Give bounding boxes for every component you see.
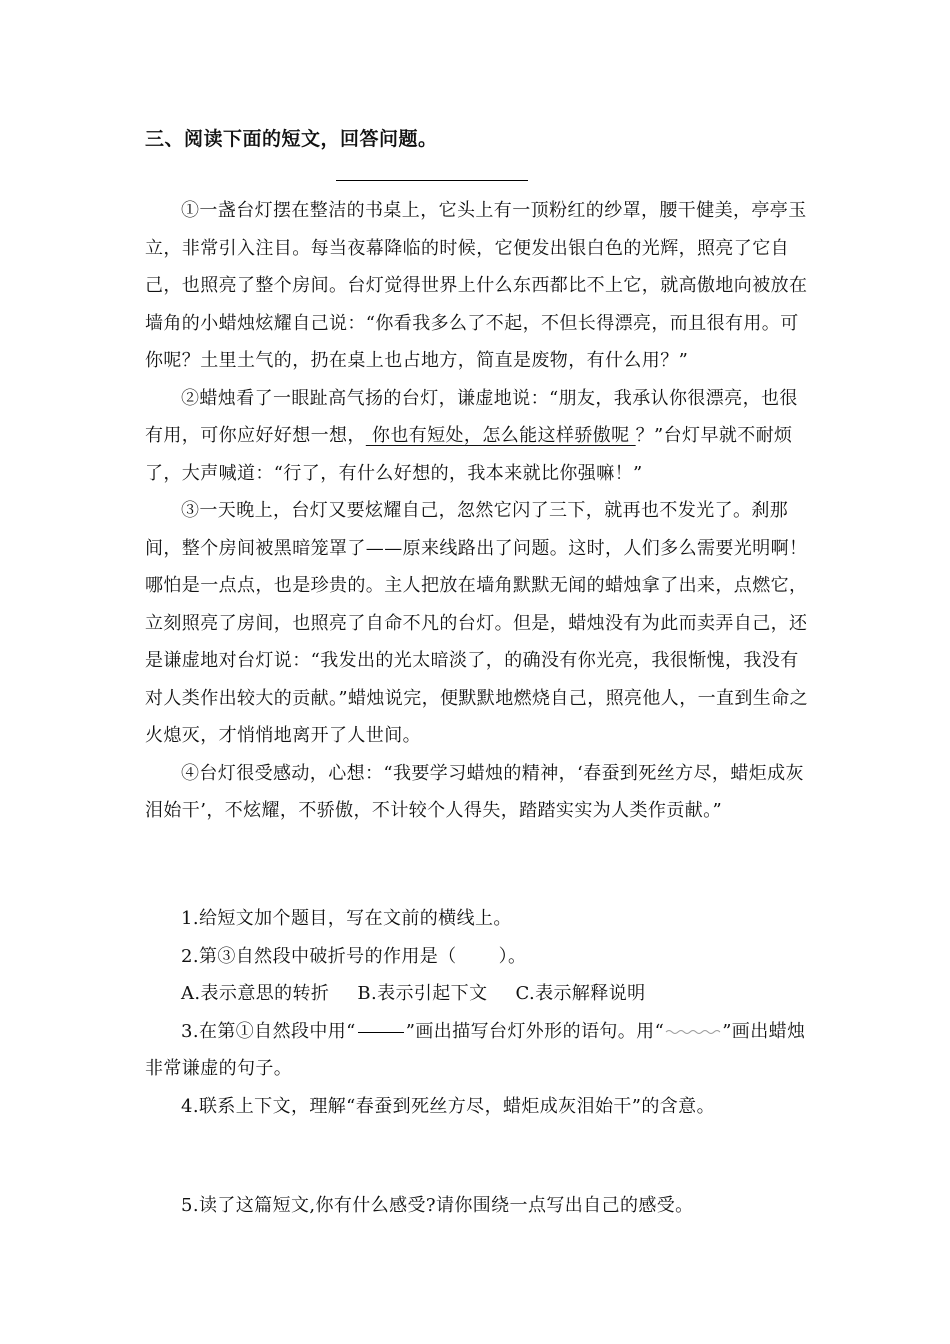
- question-2: [145, 938, 810, 976]
- question-3-text-b: ”画出描写台灯外形的语句。用“: [405, 1020, 665, 1042]
- paragraph-2: [145, 380, 810, 493]
- option-a[interactable]: A.表示意思的转折: [181, 983, 330, 1004]
- question-3: [145, 1013, 810, 1088]
- paragraph-3: ③一天晚上，台灯又要炫耀自己，忽然它闪了三下，就再也不发光了。刹那间，整个房间被黑暗笼罩了——原来线路出了问题。这时，人们多么需要光明啊！哪怕是一点点，也是珍贵的。主人把放在墙角默默无闻的蜡烛拿了出来，点燃它，立刻照亮了房间，也照亮了自命不凡的台灯。但是，蜡烛没有为此而卖弄自己，还是谦虚地对台灯说：“我发出的光太暗淡了，的确没有你光亮，我很惭愧，我没有对人类作出较大的贡献。”蜡烛说完，便默默地燃烧自己，照亮他人，一直到生命之火熄灭，才悄悄地离开了人世间。: [145, 500, 808, 746]
- option-b[interactable]: B.表示引起下文: [357, 983, 488, 1004]
- question-2-end: ）。: [498, 945, 527, 967]
- paragraph-2-start: ②蜡烛看了一眼趾高气扬的台灯，谦虚地说：“朋友，我承认你很漂亮，也很有用，可你应好好想一想，: [145, 387, 798, 446]
- question-5: 5.读了这篇短文,你有什么感受?请你围绕一点写出自己的感受。: [181, 1195, 694, 1216]
- question-1: 1.给短文加个题目，写在文前的横线上。: [181, 908, 512, 929]
- question-2-options: [145, 975, 810, 1013]
- story-text: [145, 192, 810, 830]
- paragraph-4: ④台灯很受感动，心想：“我要学习蜡烛的精神，‘春蚕到死丝方尽，蜡炬成灰泪始干’，不炫耀，不骄傲，不计较个人得失，踏踏实实为人类作贡献。”: [145, 762, 804, 821]
- wavy-line-mark: [664, 1028, 722, 1036]
- question-3-text-c: ”画出蜡烛非常谦虚的句子。: [145, 1020, 806, 1079]
- underlined-sentence: 你也有短处，怎么能这样骄傲呢: [365, 425, 636, 446]
- questions: [145, 900, 810, 1125]
- question-4: 4.联系上下文，理解“春蚕到死丝方尽，蜡炬成灰泪始干”的含意。: [181, 1095, 715, 1117]
- question-5-block: [145, 1187, 810, 1225]
- paragraph-2-end: ？”台灯早就不耐烦了，大声喊道：“行了，有什么好想的，我本来就比你强嘛！”: [145, 425, 793, 484]
- paragraph-1: ①一盏台灯摆在整洁的书桌上，它头上有一顶粉红的纱罩，腰干健美，亭亭玉立，非常引入注目。每当夜幕降临的时候，它便发出银白色的光辉，照亮了它自己，也照亮了整个房间。台灯觉得世界上什么东西都比不上它，就高傲地向被放在墙角的小蜡烛炫耀自己说：“你看我多么了不起，不但长得漂亮，而且很有用。可你呢？土里土气的，扔在桌上也占地方，简直是废物，有什么用？”: [145, 200, 808, 371]
- straight-line-mark: [358, 1031, 404, 1033]
- question-3-text-a: 3.在第①自然段中用“: [181, 1020, 356, 1042]
- question-2-text: 2.第③自然段中破折号的作用是（: [181, 945, 457, 967]
- title-blank-line[interactable]: [336, 180, 528, 181]
- option-c[interactable]: C.表示解释说明: [515, 983, 646, 1004]
- section-heading: 三、阅读下面的短文，回答问题。: [145, 128, 438, 150]
